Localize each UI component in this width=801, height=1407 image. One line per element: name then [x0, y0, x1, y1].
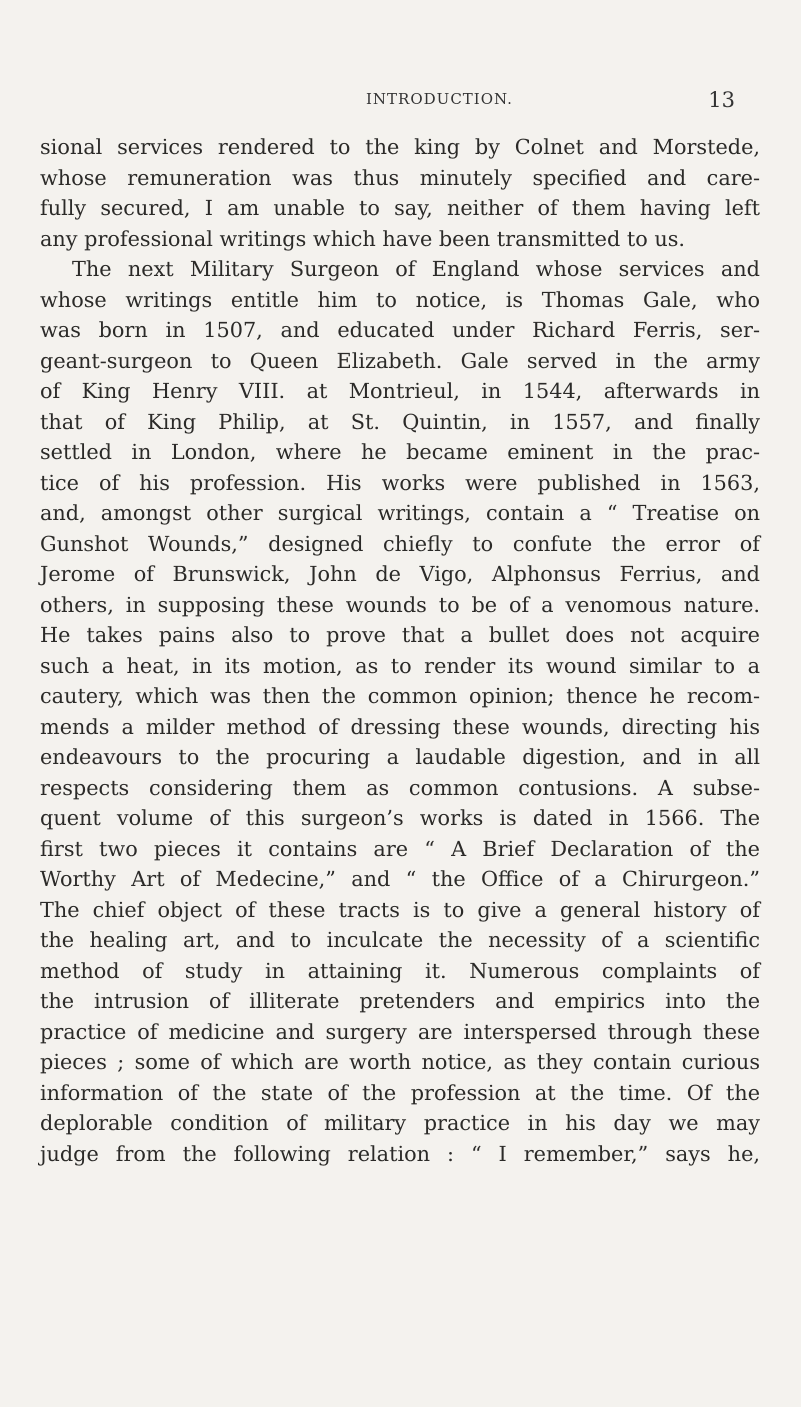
text-line: sional services rendered to the king by Colnet and Morstede,	[40, 135, 760, 159]
text-line: quent volume of this surgeon’s works is dated in 1566. The	[40, 806, 760, 830]
text-line: was born in 1507, and educated under Richard Ferris, ser-	[40, 318, 760, 342]
text-line: whose remuneration was thus minutely specified and care-	[40, 165, 760, 190]
text-line: fully secured, I am unable to say, neither of them having left	[40, 196, 760, 220]
text-line: The chief object of these tracts is to give a general history of	[40, 897, 760, 922]
text-line: Gunshot Wounds,” designed chiefly to confute the error of	[40, 531, 760, 556]
text-line: whose writings entitle him to notice, is Thomas Gale, who	[40, 287, 760, 312]
text-line: He takes pains also to prove that a bullet does not acquire	[40, 623, 760, 647]
running-head	[0, 82, 801, 112]
text-line: Jerome of Brunswick, John de Vigo, Alphonsus Ferrius, and	[40, 562, 760, 586]
text-line: mends a milder method of dressing these wounds, directing his	[40, 714, 760, 739]
text-line: Worthy Art of Medecine,” and “ the Office of a Chirurgeon.”	[40, 867, 760, 891]
text-line: tice of his profession. His works were published in 1563,	[40, 470, 760, 495]
text-line: method of study in attaining it. Numerous complaints of	[40, 958, 760, 983]
text-line: judge from the following relation : “ I remember,” says he,	[40, 1141, 760, 1166]
paragraph-start-line: The next Military Surgeon of England whose services and	[72, 257, 760, 281]
running-head-title: INTRODUCTION.	[366, 90, 513, 108]
text-line: first two pieces it contains are “ A Brief Declaration of the	[40, 836, 760, 861]
text-line: respects considering them as common contusions. A subse-	[40, 775, 760, 800]
text-line: of King Henry VIII. at Montrieul, in 1544, afterwards in	[40, 379, 760, 403]
text-line: and, amongst other surgical writings, contain a “ Treatise on	[40, 501, 760, 525]
text-line: pieces ; some of which are worth notice, as they contain curious	[40, 1050, 760, 1074]
text-line: any professional writings which have been transmitted to us.	[40, 226, 686, 251]
text-line: the healing art, and to inculcate the necessity of a scientific	[40, 928, 760, 952]
text-line: others, in supposing these wounds to be of a venomous nature.	[40, 592, 760, 617]
text-line: endeavours to the procuring a laudable digestion, and in all	[40, 745, 760, 769]
text-line: the intrusion of illiterate pretenders and empirics into the	[40, 989, 760, 1013]
text-line: cautery, which was then the common opinion; thence he recom-	[40, 684, 760, 708]
page-number: 13	[708, 88, 735, 112]
body-text	[40, 132, 760, 1169]
text-line: information of the state of the profession at the time. Of the	[40, 1080, 760, 1105]
text-line: that of King Philip, at St. Quintin, in 1557, and finally	[40, 409, 760, 434]
text-line: practice of medicine and surgery are interspersed through these	[40, 1019, 760, 1044]
text-line: deplorable condition of military practice in his day we may	[40, 1111, 760, 1135]
text-line: settled in London, where he became eminent in the prac-	[40, 440, 760, 464]
text-line: geant-surgeon to Queen Elizabeth. Gale served in the army	[40, 348, 760, 373]
text-line: such a heat, in its motion, as to render its wound similar to a	[40, 653, 760, 678]
